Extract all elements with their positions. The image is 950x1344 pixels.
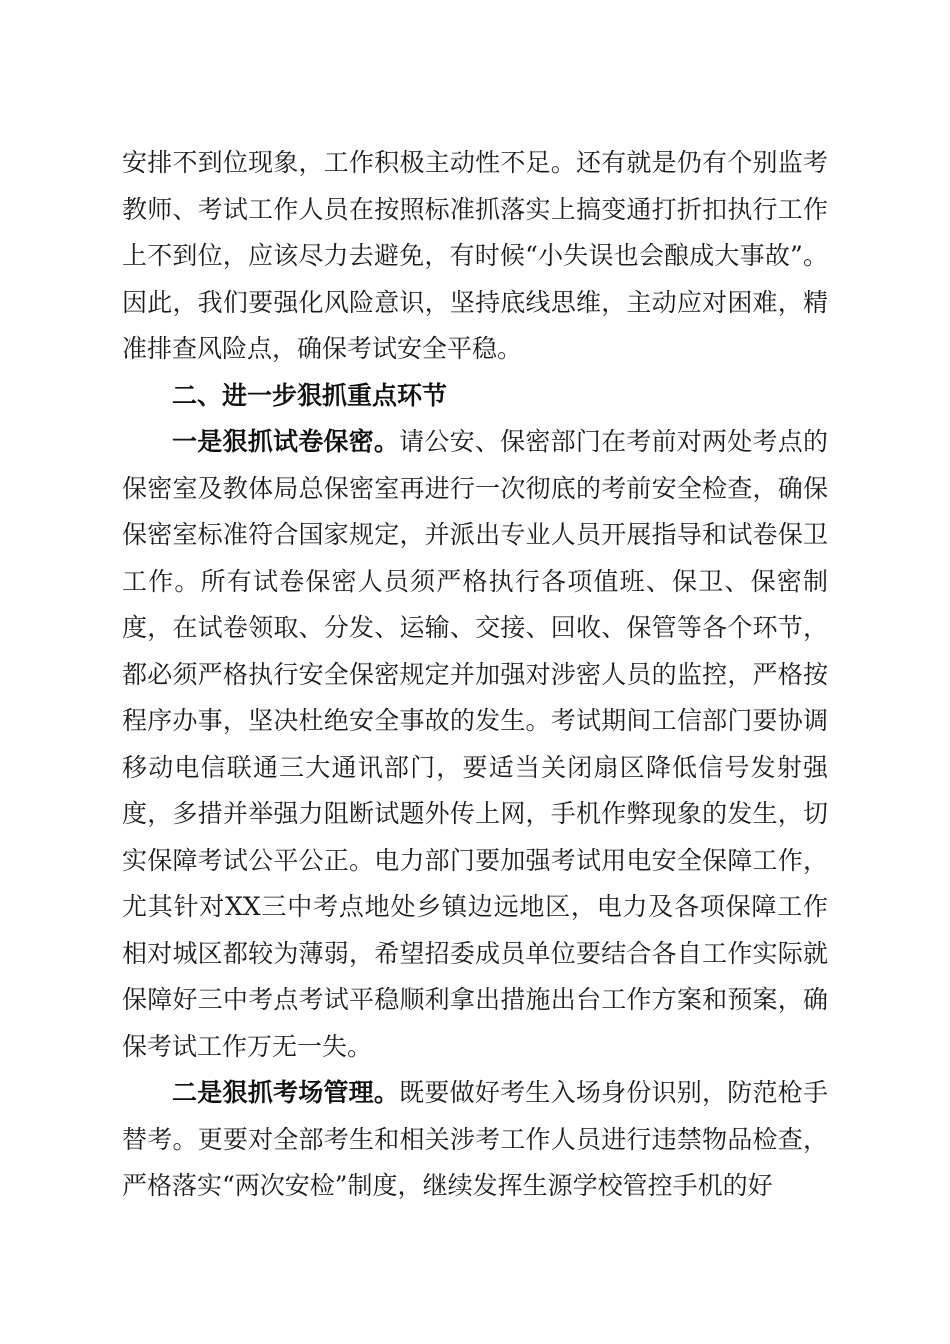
- body-paragraph: 安排不到位现象，工作积极主动性不足。还有就是仍有个别监考教师、考试工作人员在按照标准抓落实上搞变通打折扣执行工作上不到位，应该尽力去避免，有时候“小失误也会酿成大事故”。因此，我们要强化风险意识，坚持底线思维，主动应对困难，精准排查风险点，确保考试安全平稳。: [122, 148, 828, 363]
- item-paragraph-exam-room-management: [122, 1070, 828, 1210]
- section-heading: 二、进一步狠抓重点环节: [172, 380, 448, 410]
- document-body: [122, 140, 828, 1210]
- item-lead: 二是狠抓考场管理。: [172, 1078, 400, 1107]
- item-lead: 一是狠抓试卷保密。: [172, 427, 400, 456]
- item-text: 既要做好考生入场身份识别，防范枪手替考。更要对全部考生和相关涉考工作人员进行违禁物品检查，严格落实“两次安检”制度，继续发挥生源学校管控手机的好: [122, 1078, 828, 1200]
- item-paragraph-exam-paper-security: [122, 419, 828, 1070]
- item-text: 请公安、保密部门在考前对两处考点的保密室及教体局总保密室再进行一次彻底的考前安全检查，确保保密室标准符合国家规定，并派出专业人员开展指导和试卷保卫工作。所有试卷保密人员须严格执行各项值班、保卫、保密制度，在试卷领取、分发、运输、交接、回收、保管等各个环节，都必须严格执行安全保密规定并加强对涉密人员的监控，严格按程序办事，坚决杜绝安全事故的发生。考试期间工信部门要协调移动电信联通三大通讯部门，要适当关闭扇区降低信号发射强度，多措并举强力阻断试题外传上网，手机作弊现象的发生，切实保障考试公平公正。电力部门要加强考试用电安全保障工作，尤其针对XX三中考点地处乡镇边远地区，电力及各项保障工作相对城区都较为薄弱，希望招委成员单位要结合各自工作实际就保障好三中考点考试平稳顺利拿出措施出台工作方案和预案，确保考试工作万无一失。: [122, 427, 828, 1061]
